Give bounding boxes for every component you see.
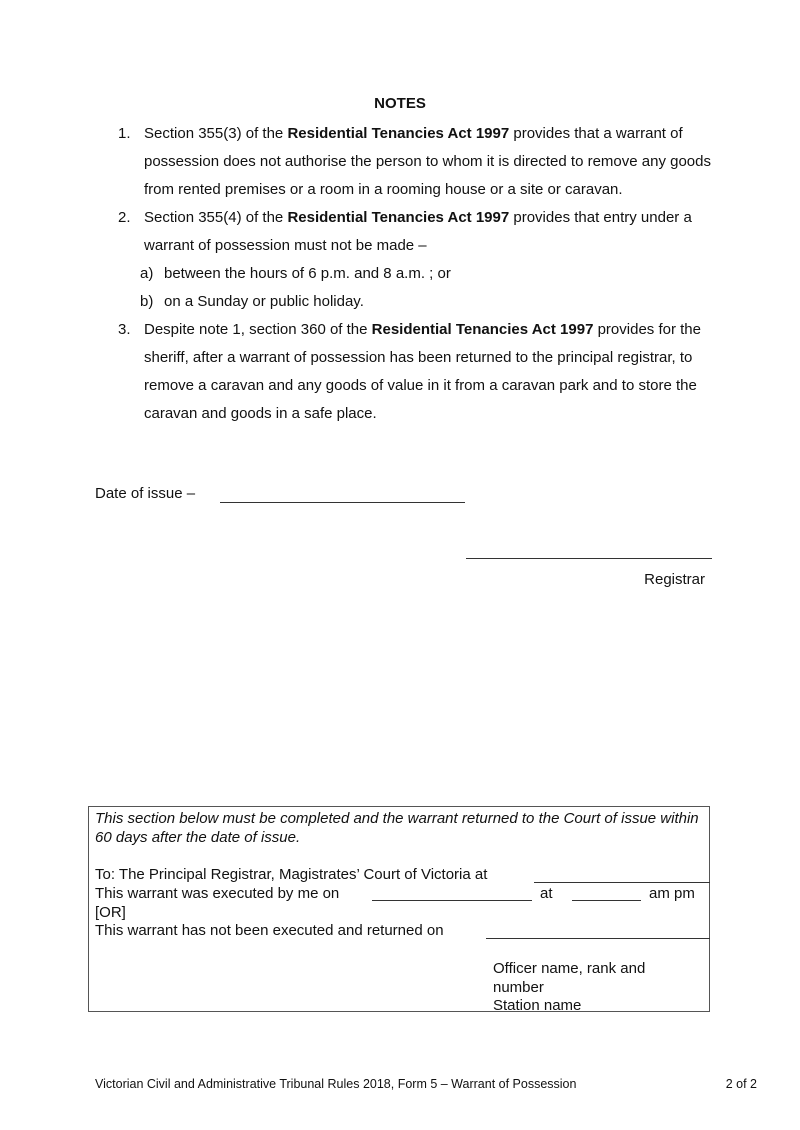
not-executed-date-field[interactable] [486, 938, 710, 939]
footer-form-title: Victorian Civil and Administrative Tribunal Rules 2018, Form 5 – Warrant of Possession [95, 1077, 577, 1091]
note-text: Section 355(4) of the [144, 209, 288, 226]
note-2-subitem-a [140, 260, 718, 288]
station-name-label: Station name [493, 997, 582, 1014]
court-location-field[interactable] [534, 882, 710, 883]
executed-date-field[interactable] [372, 900, 532, 901]
registrar-signature-line[interactable] [466, 558, 712, 559]
note-2-subitem-b [140, 288, 718, 316]
note-number: 3. [118, 321, 131, 338]
at-label: at [540, 885, 553, 902]
subitem-letter: b) [140, 293, 154, 310]
or-label: [OR] [95, 904, 126, 921]
subitem-text: on a Sunday or public holiday. [164, 293, 364, 310]
subitem-text: between the hours of 6 p.m. and 8 a.m. ; or [164, 265, 451, 282]
note-1 [118, 120, 718, 204]
officer-name-label: Officer name, rank and number [493, 960, 646, 996]
return-instruction: This section below must be completed and the warrant returned to the Court of issue within 60 days after the date of issue. [95, 810, 699, 846]
am-pm-label: am pm [649, 885, 695, 902]
executed-on-line: This warrant was executed by me on [95, 885, 340, 902]
executed-time-field[interactable] [572, 900, 641, 901]
note-text: provides for the sheriff, after a warrant of possession has been returned to the principal registrar, to remove a caravan and any goods of value in it from a caravan park and to store the caravan and goods in a safe place. [144, 321, 701, 422]
note-text: Section 355(3) of the [144, 125, 288, 142]
note-text: Despite note 1, section 360 of the [144, 321, 372, 338]
notes-list [118, 120, 718, 428]
note-text: provides that a warrant of possession does not authorise the person to whom it is directed to remove any goods from rented premises or a room in a rooming house or a site or caravan. [144, 125, 711, 198]
date-of-issue-field[interactable] [220, 502, 465, 503]
act-name: Residential Tenancies Act 1997 [287, 125, 510, 142]
not-executed-line: This warrant has not been executed and returned on [95, 922, 444, 939]
note-number: 1. [118, 125, 131, 142]
note-number: 2. [118, 209, 131, 226]
subitem-letter: a) [140, 265, 154, 282]
date-of-issue-label: Date of issue – [95, 485, 196, 502]
notes-heading: NOTES [374, 95, 426, 112]
to-registrar-line: To: The Principal Registrar, Magistrates’ Court of Victoria at [95, 866, 488, 883]
act-name: Residential Tenancies Act 1997 [371, 321, 594, 338]
act-name: Residential Tenancies Act 1997 [287, 209, 510, 226]
note-text: provides that entry under a warrant of possession must not be made – [144, 209, 692, 254]
note-2 [118, 204, 718, 260]
page-number: 2 of 2 [725, 1077, 757, 1091]
registrar-label: Registrar [644, 571, 705, 588]
note-3 [118, 316, 718, 428]
